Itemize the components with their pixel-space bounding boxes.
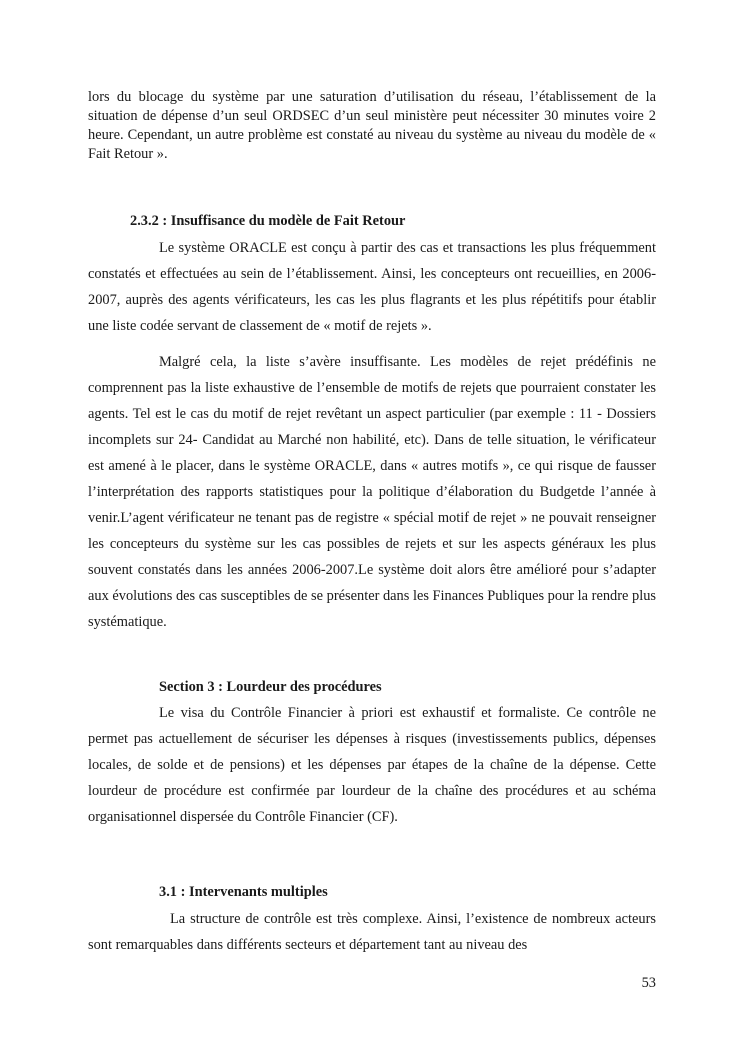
heading-section-3: Section 3 : Lourdeur des procédures xyxy=(159,679,382,695)
paragraph-structure: La structure de contrôle est très complexe. Ainsi, l’existence de nombreux acteurs sont remarquables dans différents secteurs et département tant au niveau des xyxy=(88,911,656,953)
heading-3-1: 3.1 : Intervenants multiples xyxy=(159,884,328,900)
paragraph-malgre: Malgré cela, la liste s’avère insuffisante. Les modèles de rejet prédéfinis ne comprennent pas la liste exhaustive de l’ensemble de motifs de rejets que pourraient constater les agents. Tel est le cas du motif de rejet revêtant un aspect particulier (par exemple : 11 - Dossiers incomplets sur 24- Candidat au Marché non habilité, etc). Dans de telle situation, le vérificateur est amené à le placer, dans le système ORACLE, dans « autres motifs », ce qui risque de fausser l’interprétation des rapports statistiques pour la politique d’élaboration du Budgetde l’année à venir.L’agent vérificateur ne tenant pas de registre « spécial motif de rejet » ne pouvait renseigner les concepteurs du système sur les cas possibles de rejets et sur les aspects généraux les plus souvent constatés dans les années 2006-2007.Le système doit alors être amélioré pour s’adapter aux évolutions des cas susceptibles de se présenter dans les Finances Publiques pour la rendre plus systématique. xyxy=(88,354,656,630)
paragraph-intro: lors du blocage du système par une saturation d’utilisation du réseau, l’établissement de la situation de dépense d’un seul ORDSEC d’un seul ministère peut nécessiter 30 minutes voire 2 heure. Cependant, un autre problème est constaté au niveau du système au niveau du modèle de « Fait Retour ». xyxy=(88,89,656,162)
page-number: 53 xyxy=(641,975,656,991)
paragraph-oracle: Le système ORACLE est conçu à partir des cas et transactions les plus fréquemment constatés et effectuées au sein de l’établissement. Ainsi, les concepteurs ont recueillies, en 2006-2007, auprès des agents vérificateurs, les cas les plus flagrants et les plus répétitifs pour établir une liste codée servant de classement de « motif de rejets ». xyxy=(88,240,656,334)
paragraph-visa: Le visa du Contrôle Financier à priori est exhaustif et formaliste. Ce contrôle ne permet pas actuellement de sécuriser les dépenses à risques (investissements publics, dépenses locales, de solde et de pensions) et les dépenses par étapes de la chaîne de la dépense. Cette lourdeur de procédure est confirmée par lourdeur de la chaîne des procédures et au schéma organisationnel dispersée du Contrôle Financier (CF). xyxy=(88,705,656,825)
heading-2-3-2: 2.3.2 : Insuffisance du modèle de Fait Retour xyxy=(130,213,406,229)
